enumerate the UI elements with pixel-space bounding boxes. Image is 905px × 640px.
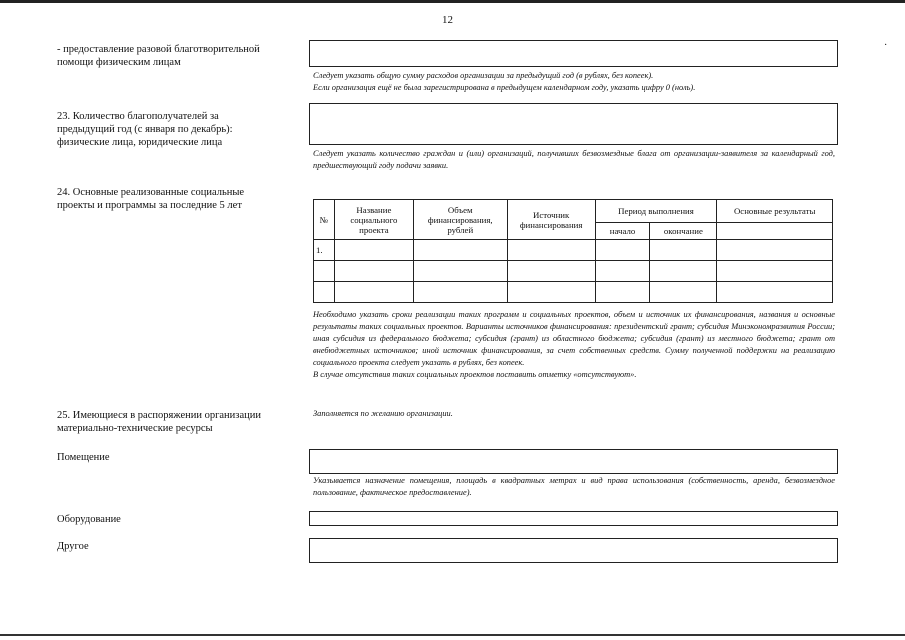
cell-source[interactable] — [507, 261, 595, 282]
charity-label: - предоставление разовой благотворительной помощи физическим лицам — [57, 44, 260, 68]
projects-hint — [313, 309, 835, 381]
premises-hint: Указывается назначение помещения, площадь в квадратных метрах и вид права использования (собственность, аренда, безвозмездное пользование, фактическое предоставление). — [313, 476, 835, 497]
premises-field[interactable] — [309, 449, 838, 474]
cell-name[interactable] — [334, 261, 413, 282]
page-bottom-border — [0, 634, 905, 636]
charity-hint-line-2: Если организация ещё не была зарегистрирована в предыдущем календарном году, указать цифру 0 (ноль). — [313, 83, 696, 92]
beneficiaries-hint: Следует указать количество граждан и (или) организаций, получивших безвозмездные блага от организации-заявителя за календарный год, предшествующий году подачи заявки. — [313, 149, 835, 170]
cell-num: 1. — [314, 240, 335, 261]
cell-end[interactable] — [650, 240, 717, 261]
col-header-results: Основные результаты — [717, 200, 833, 223]
equipment-field[interactable] — [309, 511, 838, 526]
other-field[interactable] — [309, 538, 838, 563]
projects-hint-absent: В случае отсутствия таких социальных проектов поставить отметку «отсутствуют». — [313, 370, 637, 379]
col-header-start: начало — [595, 223, 650, 240]
scan-speck: · — [884, 40, 888, 51]
col-header-source: Источник финансирования — [507, 200, 595, 240]
resources-hint: Заполняется по желанию организации. — [313, 409, 453, 418]
cell-name[interactable] — [334, 240, 413, 261]
charity-hint-line-1: Следует указать общую сумму расходов организации за предыдущий год (в рублях, без копеек). — [313, 71, 654, 80]
beneficiaries-field[interactable] — [309, 103, 838, 145]
col-header-volume: Объем финансирования, рублей — [413, 200, 507, 240]
col-header-name: Название социального проекта — [334, 200, 413, 240]
page-number: 12 — [442, 14, 453, 26]
charity-hint — [313, 70, 835, 94]
cell-end[interactable] — [650, 261, 717, 282]
cell-start[interactable] — [595, 240, 650, 261]
col-header-num: № — [314, 200, 335, 240]
projects-label: 24. Основные реализованные социальные проекты и программы за последние 5 лет — [57, 187, 245, 211]
cell-start[interactable] — [595, 282, 650, 303]
page-top-border — [0, 0, 905, 3]
other-label: Другое — [57, 541, 89, 552]
charity-amount-field[interactable] — [309, 40, 838, 67]
cell-num — [314, 261, 335, 282]
cell-results[interactable] — [717, 282, 833, 303]
cell-num — [314, 282, 335, 303]
table-row — [314, 282, 833, 303]
col-header-end: окончание — [650, 223, 717, 240]
cell-results[interactable] — [717, 240, 833, 261]
cell-source[interactable] — [507, 282, 595, 303]
col-header-results-sub — [717, 223, 833, 240]
cell-name[interactable] — [334, 282, 413, 303]
table-row — [314, 240, 833, 261]
projects-table — [313, 199, 833, 303]
cell-end[interactable] — [650, 282, 717, 303]
resources-label: 25. Имеющиеся в распоряжении организации материально-технические ресурсы — [57, 410, 261, 434]
beneficiaries-label: 23. Количество благополучателей за предыдущий год (с января по декабрь): физические лица, юридические лица — [57, 111, 233, 148]
premises-label: Помещение — [57, 452, 110, 463]
projects-hint-main: Необходимо указать сроки реализации таких программ и социальных проектов, объем и источник их финансирования, названия и основные результаты таких социальных проектов. Варианты источников финансирования: президентский грант; субсидия Минэкономразвития России; иная субсидия из федерального бюджета; субсидия (грант) из областного бюджета; субсидия (грант) из местного бюджета; грант от внебюджетных источников; иной источник финансирования, за счет собственных средств. Сумму полученной поддержки на реализацию социального проекта следует указать в рублях, без копеек. — [313, 310, 835, 367]
cell-start[interactable] — [595, 261, 650, 282]
cell-source[interactable] — [507, 240, 595, 261]
cell-results[interactable] — [717, 261, 833, 282]
equipment-label: Оборудование — [57, 514, 121, 525]
cell-volume[interactable] — [413, 261, 507, 282]
table-row — [314, 261, 833, 282]
col-header-period: Период выполнения — [595, 200, 717, 223]
cell-volume[interactable] — [413, 240, 507, 261]
cell-volume[interactable] — [413, 282, 507, 303]
